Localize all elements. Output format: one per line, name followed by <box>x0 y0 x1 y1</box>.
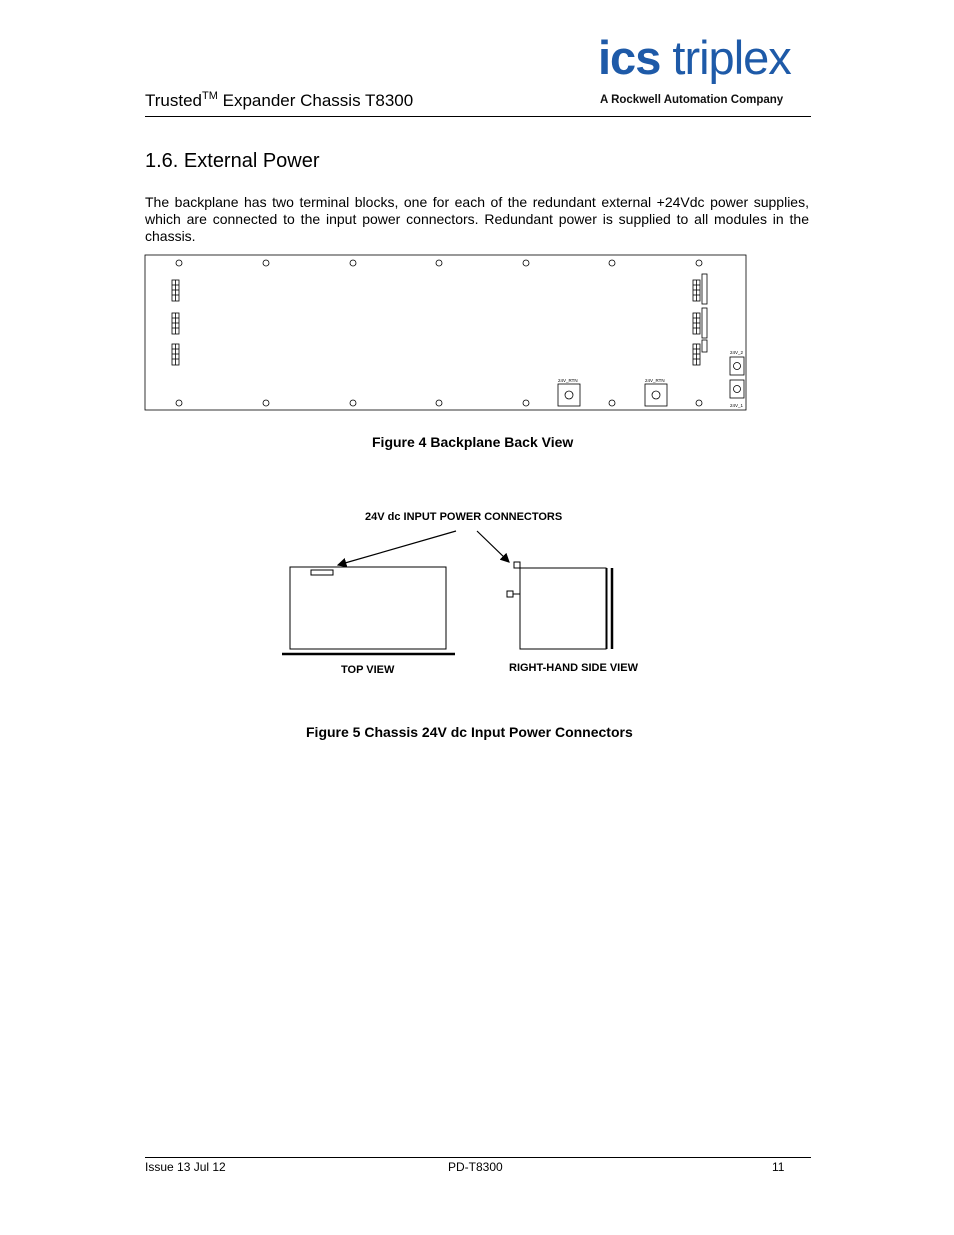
backplane-outline <box>145 255 746 410</box>
callout-label: 24V dc INPUT POWER CONNECTORS <box>365 511 563 523</box>
v1-terminal <box>730 380 744 398</box>
side-view-drawing <box>507 562 612 649</box>
logo-tagline: A Rockwell Automation Company <box>600 94 784 106</box>
rtn-label-b: 24V_RTN <box>645 378 665 383</box>
callout-arrow-right <box>477 531 509 562</box>
section-heading: 1.6. External Power <box>145 150 320 172</box>
rtn-terminal-a <box>558 384 580 406</box>
footer-issue: Issue 13 Jul 12 <box>145 1160 226 1174</box>
logo-triplex: triplex <box>660 31 791 84</box>
v1-label: 24V_1 <box>730 403 744 408</box>
trademark-superscript: TM <box>202 90 218 102</box>
body-paragraph: The backplane has two terminal blocks, one for each of the redundant external +24Vdc power supplies, which are connected to the input power connectors. Redundant power is supplied to all modules in the chassis. <box>145 194 809 244</box>
footer-divider <box>145 1157 811 1158</box>
side-view-label: RIGHT-HAND SIDE VIEW <box>509 662 638 674</box>
title-prefix: Trusted <box>145 91 203 110</box>
chassis-power-connectors-diagram <box>282 511 639 676</box>
mounting-holes-bottom <box>176 400 702 406</box>
footer-page-number: 11 <box>772 1160 785 1174</box>
right-connector-blocks <box>693 274 707 365</box>
left-connector-blocks <box>172 280 179 365</box>
rtn-terminal-b <box>645 384 667 406</box>
title-suffix: Expander Chassis T8300 <box>217 91 414 110</box>
figure-4-caption: Figure 4 Backplane Back View <box>372 434 574 450</box>
mounting-holes-top <box>176 260 702 266</box>
top-view-label: TOP VIEW <box>341 664 395 676</box>
backplane-labels <box>558 350 744 408</box>
rtn-label-a: 24V_RTN <box>558 378 578 383</box>
v2-terminal <box>730 357 744 375</box>
callout-arrow-left <box>338 531 456 565</box>
logo-ics: ics <box>598 31 661 84</box>
v2-label: 24V_2 <box>730 350 744 355</box>
top-view-drawing <box>282 567 455 654</box>
footer-doc-id: PD-T8300 <box>448 1160 503 1174</box>
backplane-back-view-diagram <box>145 255 746 410</box>
figure-5-caption: Figure 5 Chassis 24V dc Input Power Connectors <box>306 724 633 740</box>
